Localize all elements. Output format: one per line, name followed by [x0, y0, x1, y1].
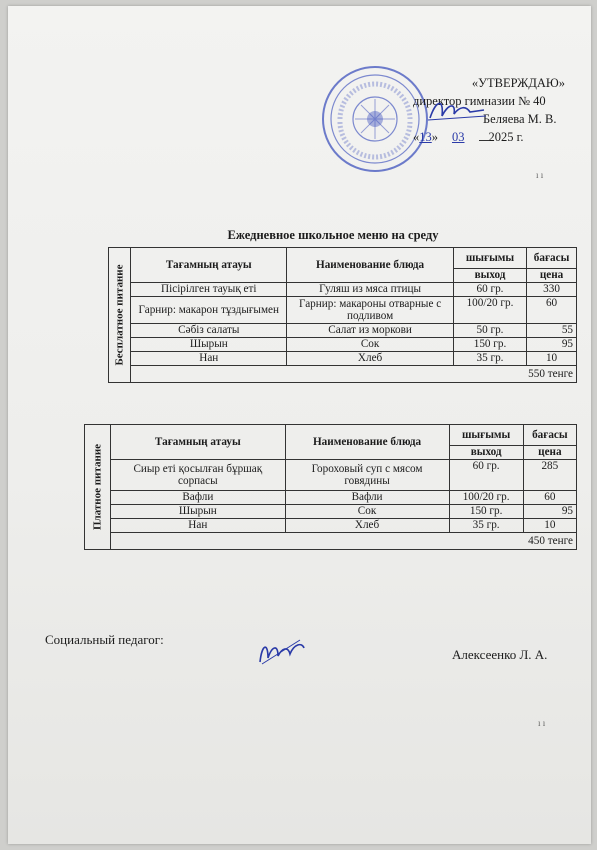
document-page	[8, 6, 591, 844]
pedagogue-signature-icon	[256, 634, 308, 668]
col-kaz-name: Тағамның атауы	[131, 248, 287, 283]
free-section-label: Бесплатное питание	[109, 248, 131, 383]
col-yield-rus: выход	[453, 269, 526, 283]
paid-section-label: Платное питание	[85, 425, 111, 550]
col-yield-rus: выход	[449, 446, 523, 460]
col-kaz-name: Тағамның атауы	[111, 425, 285, 460]
col-price-rus: цена	[523, 446, 576, 460]
scan-mark: ı ı	[536, 170, 544, 180]
footer-name: Алексеенко Л. А.	[452, 647, 548, 662]
table-row: Пісірілген тауық еті Гуляш из мяса птицы 60 гр. 330	[109, 283, 577, 297]
approval-date: «13» 03 2025 г.	[413, 130, 524, 144]
approval-year: 2025 г.	[488, 130, 524, 144]
table-row: Шырын Сок 150 гр. 95	[85, 505, 577, 519]
col-price-kaz: бағасы	[527, 248, 577, 269]
col-rus-name: Наименование блюда	[285, 425, 449, 460]
paid-menu-table	[84, 424, 577, 550]
col-yield-kaz: шығымы	[453, 248, 526, 269]
scan-mark: ı ı	[538, 718, 546, 728]
table-row: Шырын Сок 150 гр. 95	[109, 338, 577, 352]
col-yield-kaz: шығымы	[449, 425, 523, 446]
free-menu-total: 550 тенге	[131, 366, 577, 383]
paid-menu-total: 450 тенге	[111, 533, 577, 550]
approval-day: 13	[419, 130, 432, 144]
free-menu-table	[108, 247, 577, 383]
table-row: Нан Хлеб 35 гр. 10	[85, 519, 577, 533]
footer-label: Социальный педагог:	[45, 632, 164, 647]
table-row: Нан Хлеб 35 гр. 10	[109, 352, 577, 366]
approval-name: Беляева М. В.	[483, 112, 557, 126]
approval-title: «УТВЕРЖДАЮ»	[471, 76, 565, 90]
menu-title: Ежедневное школьное меню на среду	[227, 228, 439, 242]
director-signature-icon	[426, 96, 488, 124]
col-price-kaz: бағасы	[523, 425, 576, 446]
col-rus-name: Наименование блюда	[287, 248, 454, 283]
table-row: Сәбіз салаты Салат из моркови 50 гр. 55	[109, 324, 577, 338]
table-row: Вафли Вафли 100/20 гр. 60	[85, 491, 577, 505]
table-row: Гарнир: макарон тұздығымен Гарнир: макароны отварные с подливом 100/20 гр. 60	[109, 297, 577, 324]
table-row: Сиыр еті қосылған бұршақ сорпасы Гороховый суп с мясом говядины 60 гр. 285	[85, 460, 577, 491]
approval-position: директор гимназии № 40	[413, 94, 546, 108]
approval-month: 03	[452, 130, 465, 144]
col-price-rus: цена	[527, 269, 577, 283]
